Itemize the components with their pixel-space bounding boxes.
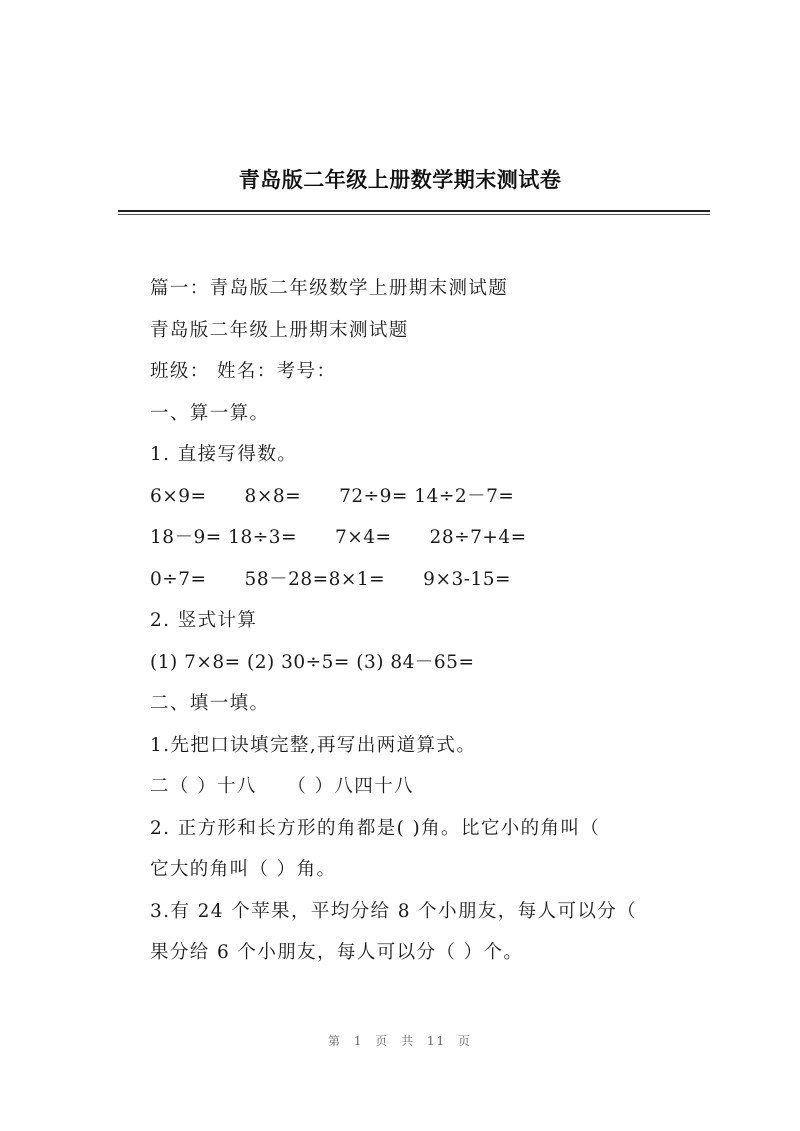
vertical-calc-row: (1) 7×8= (2) 30÷5= (3) 84－65= <box>150 651 475 673</box>
arithmetic-row-2: 18－9= 18÷3= 7×4= 28÷7+4= <box>150 527 527 548</box>
part-one-heading: 一、算一算。 <box>150 402 270 424</box>
title-divider <box>118 210 710 212</box>
page-footer: 第 1 页 共 11 页 <box>328 1034 472 1048</box>
arithmetic-row-1: 6×9= 8×8= 72÷9= 14÷2－7= <box>150 485 515 507</box>
section-heading: 篇一：青岛版二年级数学上册期末测试题 <box>150 278 509 299</box>
fill-question-1: 1.先把口诀填完整,再写出两道算式。 <box>150 734 477 756</box>
document-title: 青岛版二年级上册数学期末测试卷 <box>238 168 562 192</box>
part-two-heading: 二、填一填。 <box>150 693 270 714</box>
student-info-line: 班级： 姓名：考号： <box>150 361 337 382</box>
fill-question-2: 2. 正方形和长方形的角都是( )角。比它小的角叫（ <box>150 817 601 839</box>
fill-question-3: 3.有 24 个苹果，平均分给 8 个小朋友，每人可以分（ <box>150 900 638 922</box>
exam-subtitle: 青岛版二年级上册期末测试题 <box>150 319 409 341</box>
question-2-heading: 2. 竖式计算 <box>150 610 258 631</box>
arithmetic-row-3: 0÷7= 58－28=8×1= 9×3-15= <box>150 568 512 590</box>
title-divider-thin <box>118 214 710 215</box>
document-body <box>150 268 670 974</box>
question-1-heading: 1. 直接写得数。 <box>150 444 298 465</box>
multiplication-rhyme-row: 二（ ）十八 （ ）八四十八 <box>150 776 415 797</box>
fill-question-3-cont: 果分给 6 个小朋友，每人可以分（ ）个。 <box>150 942 524 963</box>
fill-question-2-cont: 它大的角叫（ ）角。 <box>150 859 337 880</box>
